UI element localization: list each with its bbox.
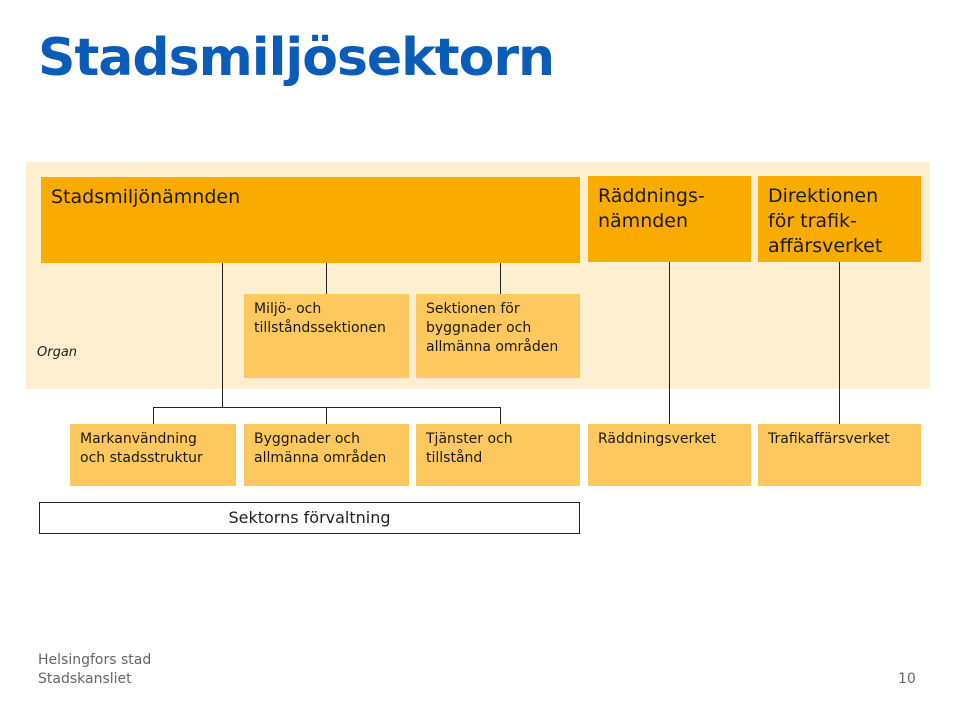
connector-line [222,263,223,407]
section-byggnader-allmanna: Sektionen för byggnader och allmänna områden [416,294,580,378]
section-miljo-tillstand: Miljö- och tillståndssektionen [244,294,409,378]
unit-byggnader-allmanna: Byggnader och allmänna områden [244,424,409,486]
organ-label: Organ [37,345,78,360]
footer-dept: Stadskansliet [38,671,132,687]
unit-trafikaffarsverket: Trafikaffärsverket [758,424,921,486]
connector-line [500,407,501,424]
board-direktionen-trafikaffarsverket: Direktionen för trafik- affärsverket [758,176,921,262]
footer-org: Helsingfors stad [38,652,152,668]
connector-line [500,263,501,294]
footer [38,651,151,689]
board-raddningsnamnden: Räddnings- nämnden [588,176,751,262]
board-stadsmiljonamnden: Stadsmiljönämnden [41,177,580,263]
unit-raddningsverket: Räddningsverket [588,424,751,486]
unit-tjanster-tillstand: Tjänster och tillstånd [416,424,580,486]
page-number: 10 [898,671,916,687]
connector-line [153,407,154,424]
connector-line [839,262,840,424]
unit-markanvandning: Markanvändning och stadsstruktur [70,424,236,486]
connector-line [326,263,327,294]
page-title: Stadsmiljösektorn [38,28,554,88]
connector-line [326,407,327,424]
sektorns-forvaltning-label: Sektorns förvaltning [39,502,580,534]
connector-line [153,407,501,408]
connector-line [669,262,670,424]
